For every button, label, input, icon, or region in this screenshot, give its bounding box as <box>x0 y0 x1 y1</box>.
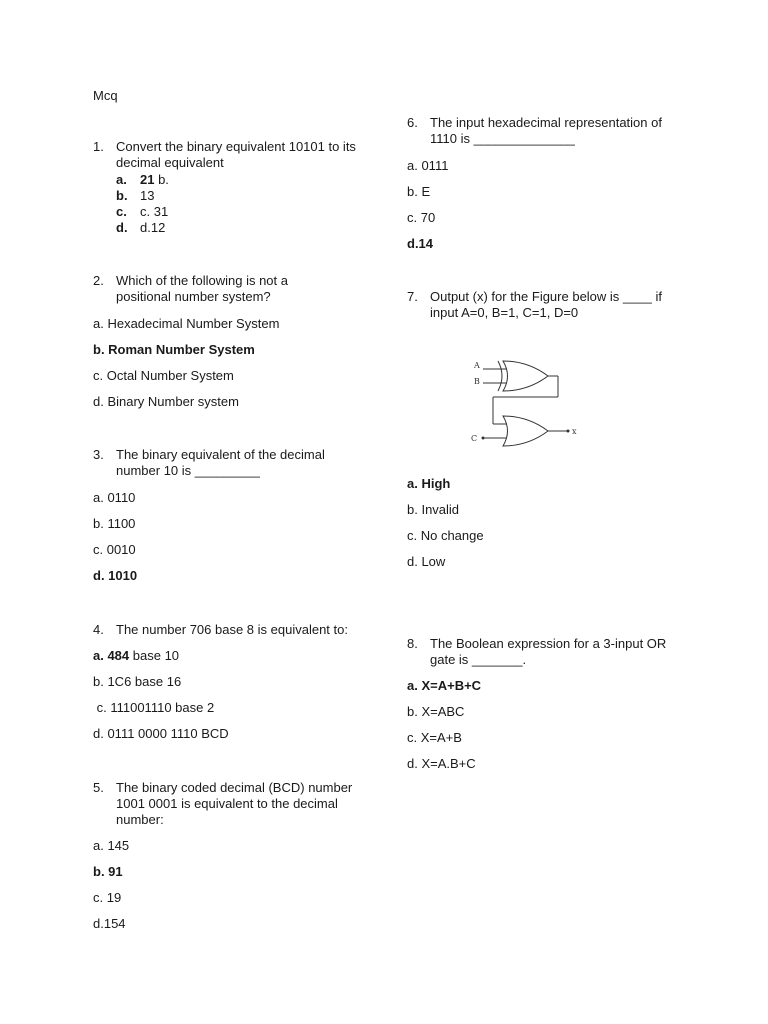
label-b: B <box>474 377 480 386</box>
page: Mcq 1. Convert the binary equivalent 10101 to its decimal equivalent a. 21 b. b. 13 c. c. 31 d. d.12 2. Which of the following is not a positional number system? a. Hexadecimal Number System b. Roman Number System c. Octal Number System d. Binary Number system 3. The binary equivalent of the decimal number 10 is _________ a. 0110 b. 1100 c. 0010 d. 1010 4. The number 706 base 8 is equivalent to: a. 484 base 10 b. 1C6 base 16 c. 111001110 base 2 d. 0111 0000 1110 BCD 5. The binary coded decimal (BCD) number 1001 0001 is equivalent to the decimal number: a. 145 b. 91 c. 19 d.154 6. The input hexadecimal representation of 1110 is ______________ a. 0111 b. E c. 70 d.14 7. Output (x) for the Figure below is ____ if input A=0, B=1, C=1, D=0 A B C x a. High b. Invalid c. No change d. Low 8. The Boolean expression for a 3-input OR gate is _______. a. X=A+B+C b. X=ABC c. X=A+B d. X=A.B+C <box>0 0 768 1024</box>
option-a-answer: a. 484 base 10 <box>93 648 180 663</box>
option-b: b. Invalid <box>407 502 460 517</box>
option-a: a. 0110 <box>93 490 136 505</box>
option-d-answer: d.14 <box>407 236 434 251</box>
option-a: a. Hexadecimal Number System <box>93 316 280 331</box>
option-b-answer: b. Roman Number System <box>93 342 255 357</box>
question-6: 6. The input hexadecimal representation of 1110 is ______________ <box>407 115 662 146</box>
option-c: c. 19 <box>93 890 122 905</box>
question-3: 3. The binary equivalent of the decimal number 10 is _________ <box>93 447 325 478</box>
label-x: x <box>572 427 577 436</box>
option-c: c. X=A+B <box>407 730 462 745</box>
question-1 <box>93 139 363 171</box>
option-d: d. Binary Number system <box>93 394 239 409</box>
option-c: c. Octal Number System <box>93 368 234 383</box>
option-b: b. E <box>407 184 431 199</box>
question-5: 5. The binary coded decimal (BCD) number 1001 0001 is equivalent to the decimal number: <box>93 780 353 827</box>
option-c: c. 70 <box>407 210 436 225</box>
question-2: 2. Which of the following is not a positional number system? <box>93 273 288 304</box>
logic-gate-figure <box>468 352 588 452</box>
question-4: 4. The number 706 base 8 is equivalent to: <box>93 622 348 637</box>
question-number: 1. <box>93 139 104 154</box>
label-c: C <box>471 434 478 443</box>
option-b: b. 1C6 base 16 <box>93 674 182 689</box>
option-d: d.154 <box>93 916 126 931</box>
question-7: 7. Output (x) for the Figure below is ____ if input A=0, B=1, C=1, D=0 <box>407 289 662 320</box>
option-b: b. X=ABC <box>407 704 465 719</box>
question-text: Convert the binary equivalent 10101 to its decimal equivalent <box>116 139 356 170</box>
option-a: a. 145 <box>93 838 130 853</box>
option-d: d. X=A.B+C <box>407 756 476 771</box>
question-8: 8. The Boolean expression for a 3-input OR gate is _______. <box>407 636 667 667</box>
option-c: c. 0010 <box>93 542 136 557</box>
page-title: Mcq <box>93 88 118 103</box>
option-a: a. 0111 <box>407 158 449 173</box>
option-d: d. 0111 0000 1110 BCD <box>93 726 229 741</box>
option-c: c. No change <box>407 528 484 543</box>
gate-1-body <box>503 361 548 391</box>
label-a: A <box>474 361 480 370</box>
option-d: d. Low <box>407 554 446 569</box>
option-a-answer: a. X=A+B+C <box>407 678 482 693</box>
option-b-answer: b. 91 <box>93 864 123 879</box>
option-b: b. 1100 <box>93 516 136 531</box>
option-c: c. 111001110 base 2 <box>93 700 215 715</box>
option-d-answer: d. 1010 <box>93 568 138 583</box>
xor-back-curve <box>498 361 502 391</box>
option-a-answer: a. High <box>407 476 451 491</box>
gate-2-body <box>503 416 548 446</box>
